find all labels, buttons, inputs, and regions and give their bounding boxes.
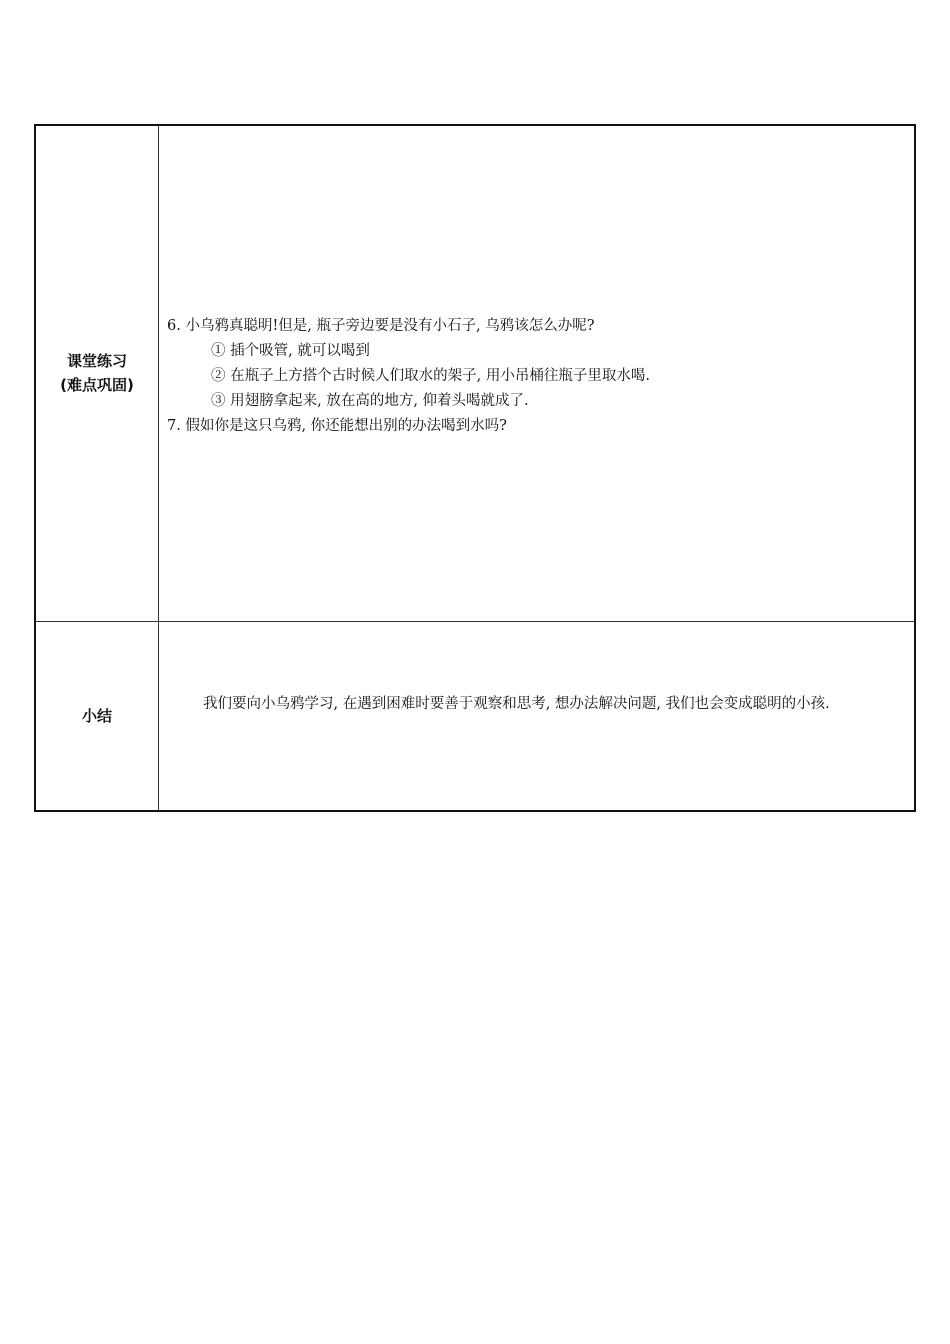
summary-label: 小结 <box>81 706 112 725</box>
practice-label-subtitle: (难点巩固) <box>60 376 134 395</box>
summary-label-cell <box>35 621 159 811</box>
practice-row <box>35 125 915 621</box>
answer-3: ③ 用翅膀拿起来, 放在高的地方, 仰着头喝就成了. <box>211 393 529 409</box>
lesson-table <box>34 124 916 812</box>
summary-content-cell <box>159 621 916 811</box>
answer-1: ① 插个吸管, 就可以喝到 <box>211 343 370 359</box>
practice-label-cell <box>35 125 159 621</box>
practice-body <box>159 126 914 439</box>
practice-label-title: 课堂练习 <box>66 352 127 371</box>
summary-text: 我们要向小乌鸦学习, 在遇到困难时要善于观察和思考, 想办法解决问题, 我们也会变成聪明的小孩. <box>203 695 830 712</box>
summary-row <box>35 621 915 811</box>
question-6: 6. 小乌鸦真聪明!但是, 瓶子旁边要是没有小石子, 乌鸦该怎么办呢? <box>167 318 595 334</box>
question-7: 7. 假如你是这只乌鸦, 你还能想出别的办法喝到水吗? <box>167 418 507 434</box>
practice-content-cell <box>159 125 916 621</box>
answer-2: ② 在瓶子上方搭个古时候人们取水的架子, 用小吊桶往瓶子里取水喝. <box>211 368 650 384</box>
